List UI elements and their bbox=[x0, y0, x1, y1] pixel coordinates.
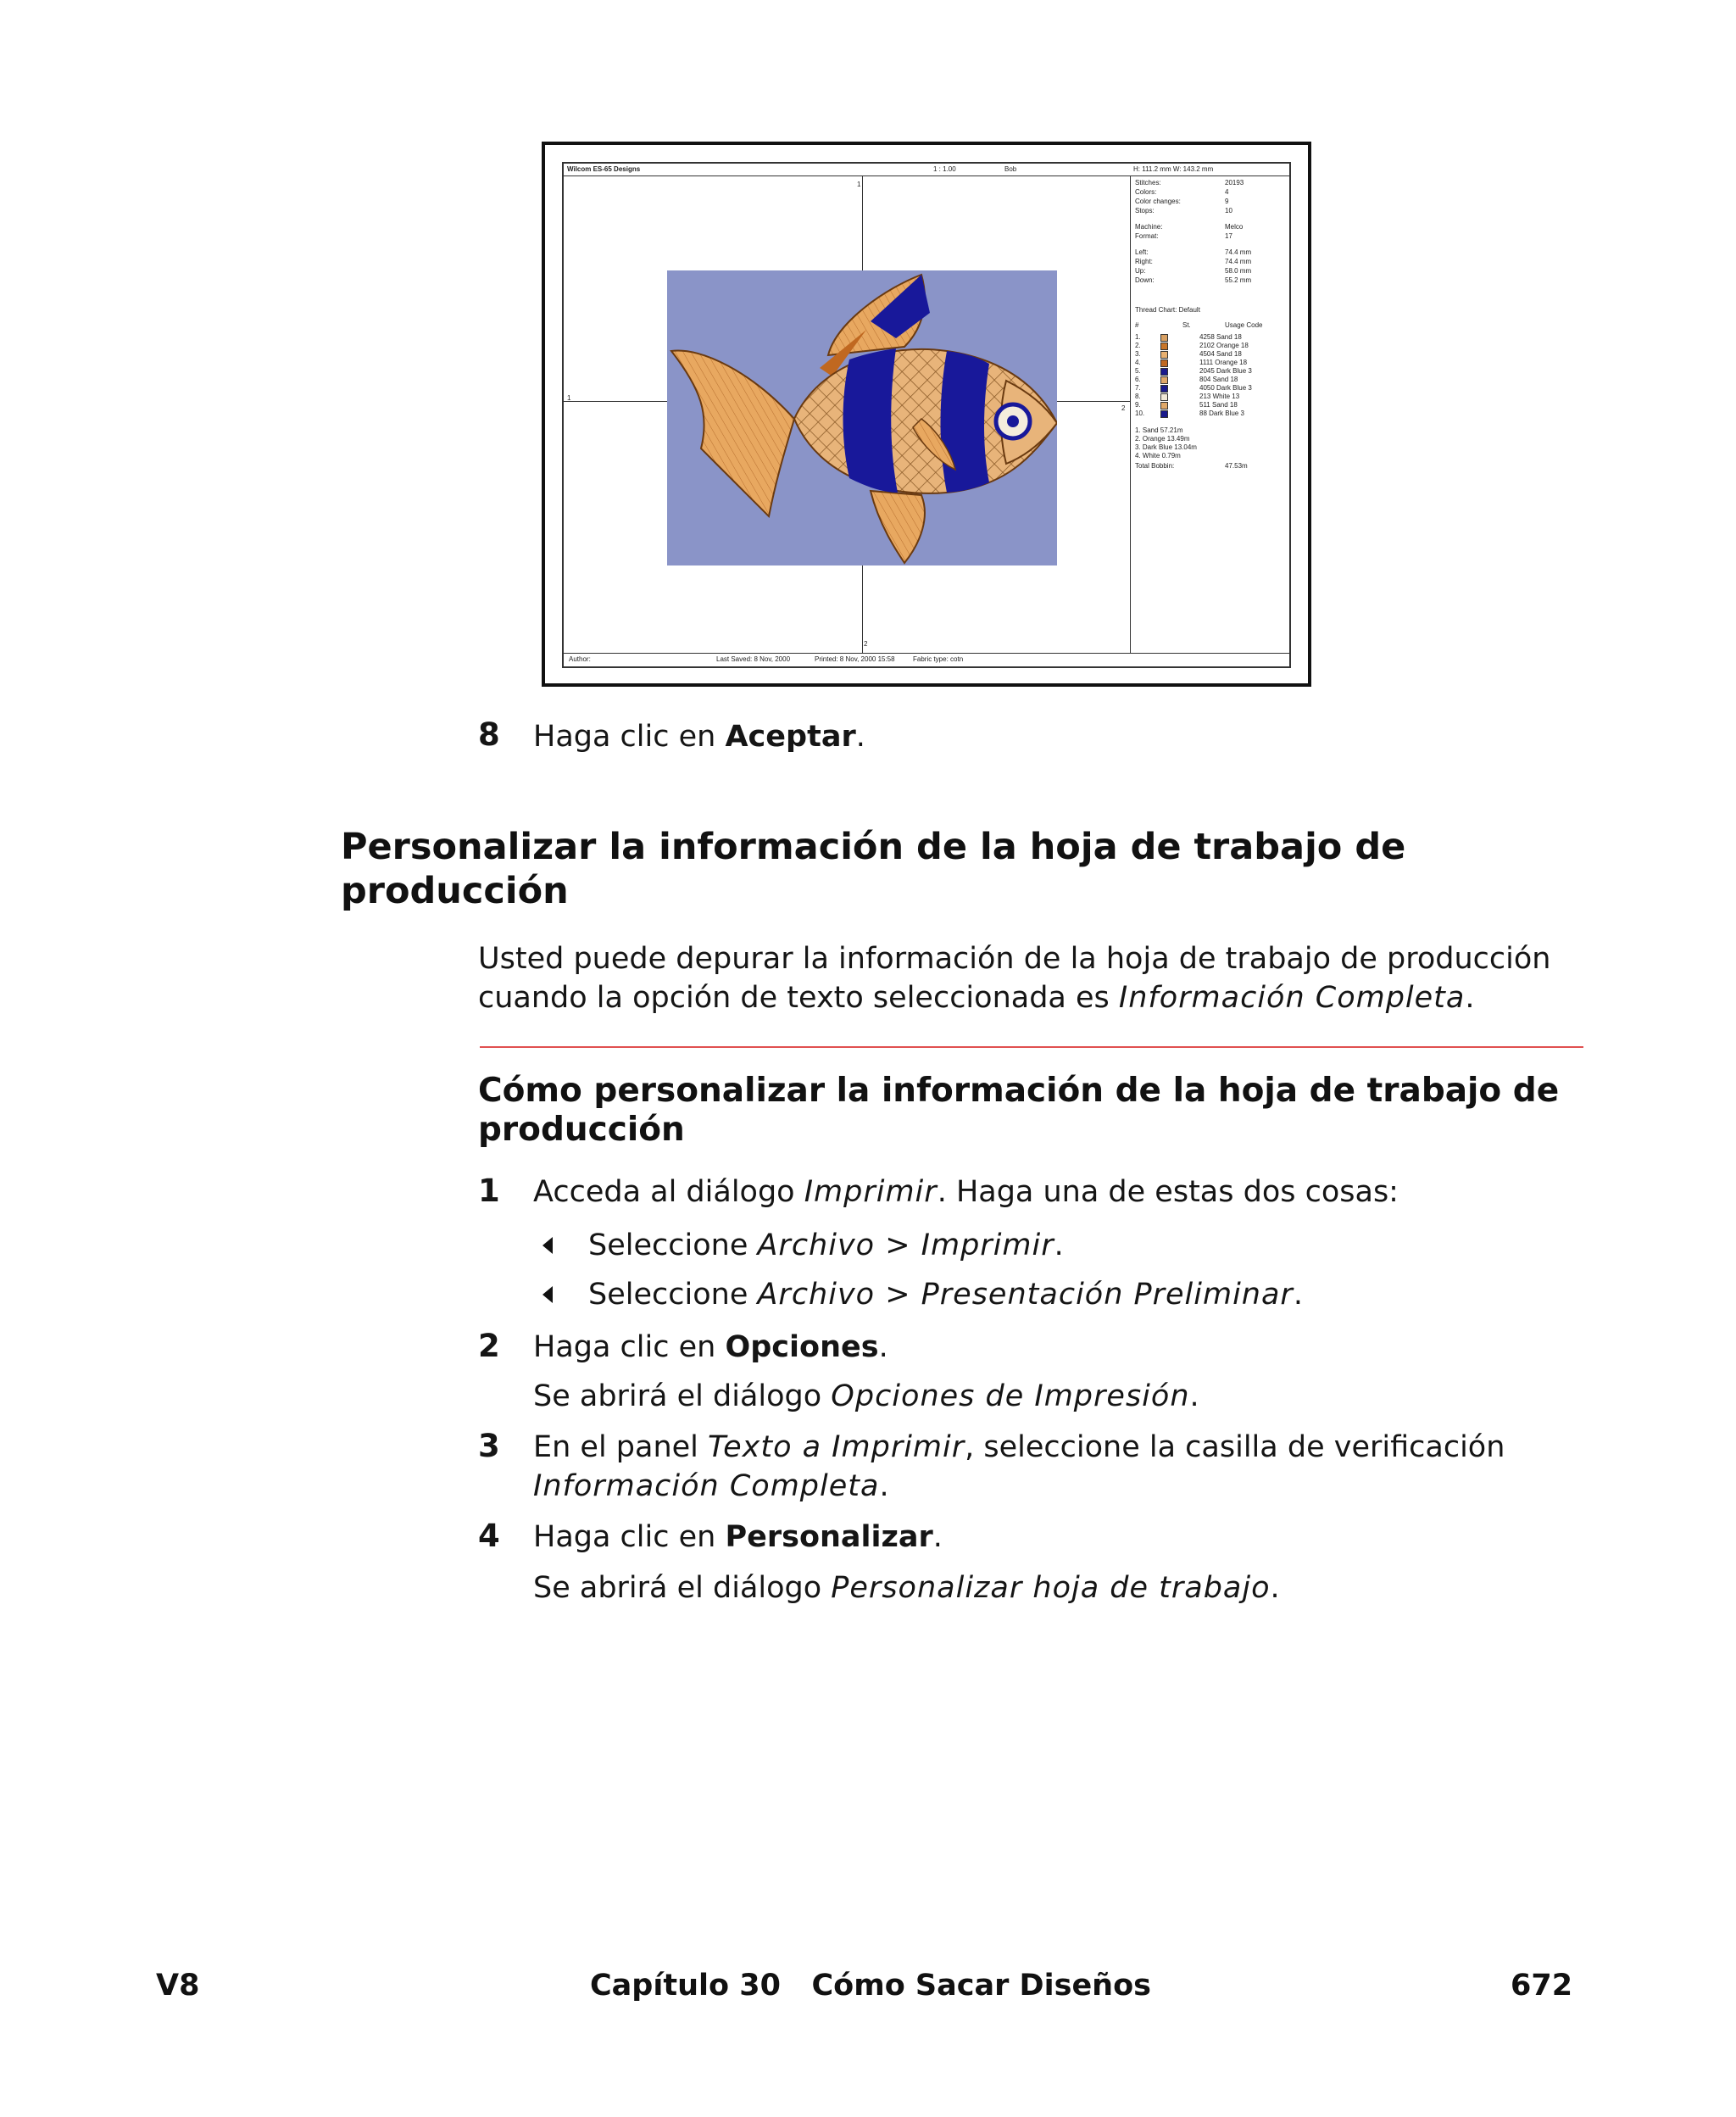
stat-label: Up: bbox=[1135, 267, 1146, 275]
footer-chapter: Capítulo 30 Cómo Sacar Diseños bbox=[590, 1969, 1151, 2003]
section-title-line2: producción bbox=[341, 870, 569, 912]
procedure-title-line2: producción bbox=[478, 1111, 685, 1149]
body-band-1 bbox=[843, 348, 899, 493]
punct: . bbox=[879, 1469, 889, 1503]
thread-color-swatch bbox=[1160, 359, 1168, 367]
bullet-arrow-icon bbox=[542, 1237, 553, 1254]
stat-label: Machine: bbox=[1135, 223, 1163, 231]
thread-color-swatch bbox=[1160, 410, 1168, 418]
bullet-2-text bbox=[588, 1275, 1303, 1314]
thread-code: 1111 Orange 18 bbox=[1199, 359, 1248, 366]
thread-color-swatch bbox=[1160, 376, 1168, 384]
worksheet-saved: Last Saved: 8 Nov, 2000 bbox=[716, 655, 791, 663]
procedure-title-line1: Cómo personalizar la información de la hoja de trabajo de bbox=[478, 1072, 1560, 1110]
intro-text: cuando la opción de texto seleccionada es bbox=[478, 981, 1119, 1015]
punct: . bbox=[1465, 981, 1475, 1015]
production-worksheet-figure bbox=[542, 142, 1311, 687]
result-text: Se abrirá el diálogo bbox=[533, 1571, 832, 1605]
punct: . bbox=[855, 720, 865, 754]
stat-value: 9 bbox=[1225, 198, 1229, 205]
worksheet-size: H: 111.2 mm W: 143.2 mm bbox=[1133, 165, 1214, 173]
fish-embroidery-design bbox=[667, 270, 1057, 565]
step-text: En el panel bbox=[533, 1430, 709, 1464]
step-3-number: 3 bbox=[478, 1428, 500, 1464]
step-text-rest: , seleccione la casilla de verificación bbox=[965, 1430, 1505, 1464]
step-2-result bbox=[533, 1377, 1199, 1416]
thread-code: 88 Dark Blue 3 bbox=[1199, 409, 1244, 417]
total-bobbin-label: Total Bobbin: bbox=[1135, 462, 1175, 470]
stat-label: Down: bbox=[1135, 276, 1155, 284]
axis-label-left: 1 bbox=[567, 394, 571, 402]
step-1-text bbox=[533, 1173, 1399, 1212]
stat-label: Stops: bbox=[1135, 207, 1155, 214]
thread-code: 2045 Dark Blue 3 bbox=[1199, 367, 1252, 375]
dialog-name: Personalizar hoja de trabajo bbox=[831, 1571, 1271, 1605]
thread-color-swatch bbox=[1160, 393, 1168, 401]
thread-number: 9. bbox=[1135, 401, 1141, 409]
punct: . bbox=[1293, 1278, 1303, 1312]
stat-value: 74.4 mm bbox=[1225, 258, 1252, 265]
checkbox-name: Información Completa bbox=[533, 1469, 880, 1503]
axis-label-right: 2 bbox=[1121, 404, 1126, 412]
worksheet-author: Author: bbox=[569, 655, 591, 663]
bullet-arrow-icon bbox=[542, 1286, 553, 1303]
thread-col-st: St. bbox=[1182, 321, 1191, 329]
menu-sep: > bbox=[875, 1278, 921, 1312]
section-title-line1: Personalizar la información de la hoja de trabajo de bbox=[341, 826, 1406, 868]
worksheet-scale: 1 : 1.00 bbox=[933, 165, 956, 173]
stat-value: 4 bbox=[1225, 188, 1229, 196]
step-2-number: 2 bbox=[478, 1328, 500, 1364]
thread-code: 4050 Dark Blue 3 bbox=[1199, 384, 1252, 392]
thread-usage-row: 1. Sand 57.21m bbox=[1135, 426, 1183, 434]
step-text: Haga clic en bbox=[533, 1520, 726, 1554]
stat-label: Format: bbox=[1135, 232, 1159, 240]
menu-archivo: Archivo bbox=[757, 1228, 876, 1262]
step-text: Haga clic en bbox=[533, 720, 726, 754]
footer-version: V8 bbox=[156, 1969, 200, 2003]
thread-col-num: # bbox=[1135, 321, 1139, 329]
worksheet-fabric: Fabric type: cotn bbox=[913, 655, 964, 663]
thread-number: 7. bbox=[1135, 384, 1141, 392]
worksheet-bob: Bob bbox=[1004, 165, 1017, 173]
eye-pupil bbox=[1007, 415, 1019, 427]
stat-value: 17 bbox=[1225, 232, 1232, 240]
footer-divider bbox=[564, 653, 1289, 654]
stat-value: 55.2 mm bbox=[1225, 276, 1252, 284]
thread-number: 4. bbox=[1135, 359, 1141, 366]
stat-value: 20193 bbox=[1225, 179, 1244, 187]
stat-label: Colors: bbox=[1135, 188, 1157, 196]
step-3-text bbox=[533, 1428, 1505, 1467]
step-text-rest: . Haga una de estas dos cosas: bbox=[937, 1175, 1399, 1209]
thread-color-swatch bbox=[1160, 385, 1168, 393]
punct: . bbox=[1270, 1571, 1280, 1605]
axis-label-bottom: 2 bbox=[864, 640, 868, 648]
step-text: Acceda al diálogo bbox=[533, 1175, 804, 1209]
stat-label: Left: bbox=[1135, 248, 1149, 256]
thread-number: 1. bbox=[1135, 333, 1141, 341]
thread-col-usage: Usage Code bbox=[1225, 321, 1263, 329]
thread-code: 213 White 13 bbox=[1199, 393, 1240, 400]
thread-number: 5. bbox=[1135, 367, 1141, 375]
thread-color-swatch bbox=[1160, 351, 1168, 359]
intro-line1: Usted puede depurar la información de la hoja de trabajo de producción bbox=[478, 942, 1551, 976]
bullet-text: Seleccione bbox=[588, 1278, 758, 1312]
stat-label: Right: bbox=[1135, 258, 1153, 265]
punct: . bbox=[1189, 1379, 1199, 1413]
punct: . bbox=[878, 1330, 888, 1364]
stat-value: 58.0 mm bbox=[1225, 267, 1252, 275]
thread-color-swatch bbox=[1160, 368, 1168, 376]
thread-code: 2102 Orange 18 bbox=[1199, 342, 1249, 349]
thread-number: 6. bbox=[1135, 376, 1141, 383]
worksheet-printed: Printed: 8 Nov, 2000 15:58 bbox=[815, 655, 895, 663]
step-2-text bbox=[533, 1328, 888, 1367]
step-4-result bbox=[533, 1568, 1280, 1607]
step-3-line2 bbox=[533, 1467, 889, 1506]
step-8-text bbox=[533, 717, 865, 756]
dialog-name: Opciones de Impresión bbox=[831, 1379, 1190, 1413]
stat-value: Melco bbox=[1225, 223, 1244, 231]
thread-color-swatch bbox=[1160, 343, 1168, 350]
section-divider bbox=[480, 1046, 1583, 1048]
thread-number: 3. bbox=[1135, 350, 1141, 358]
stat-label: Stitches: bbox=[1135, 179, 1161, 187]
accept-button-ref: Aceptar bbox=[725, 720, 856, 754]
step-1-number: 1 bbox=[478, 1173, 500, 1209]
thread-code: 4258 Sand 18 bbox=[1199, 333, 1242, 341]
worksheet-title: Wilcom ES-65 Designs bbox=[567, 165, 641, 173]
thread-number: 10. bbox=[1135, 409, 1145, 417]
options-button-ref: Opciones bbox=[725, 1330, 879, 1364]
dialog-name: Imprimir bbox=[804, 1175, 938, 1209]
thread-code: 511 Sand 18 bbox=[1199, 401, 1238, 409]
worksheet-frame bbox=[562, 162, 1291, 668]
menu-presentacion: Presentación Preliminar bbox=[921, 1278, 1294, 1312]
intro-italic: Información Completa bbox=[1118, 981, 1466, 1015]
info-panel-divider bbox=[1130, 175, 1131, 653]
result-text: Se abrirá el diálogo bbox=[533, 1379, 832, 1413]
bullet-text: Seleccione bbox=[588, 1228, 758, 1262]
stat-value: 10 bbox=[1225, 207, 1232, 214]
step-4-number: 4 bbox=[478, 1518, 500, 1554]
step-4-text bbox=[533, 1518, 943, 1557]
menu-archivo: Archivo bbox=[757, 1278, 876, 1312]
step-text: Haga clic en bbox=[533, 1330, 726, 1364]
axis-label-top: 1 bbox=[857, 181, 861, 188]
step-8 bbox=[478, 716, 500, 755]
punct: . bbox=[1054, 1228, 1064, 1262]
header-divider bbox=[564, 175, 1289, 176]
step-number: 8 bbox=[478, 716, 500, 753]
body-band-2 bbox=[941, 351, 990, 493]
thread-color-swatch bbox=[1160, 334, 1168, 342]
punct: . bbox=[932, 1520, 943, 1554]
bullet-1-text bbox=[588, 1226, 1064, 1265]
thread-usage-row: 4. White 0.79m bbox=[1135, 452, 1181, 460]
stat-value: 74.4 mm bbox=[1225, 248, 1252, 256]
intro-line2 bbox=[478, 978, 1474, 1017]
menu-sep: > bbox=[875, 1228, 921, 1262]
stat-label: Color changes: bbox=[1135, 198, 1181, 205]
thread-usage-row: 2. Orange 13.49m bbox=[1135, 435, 1190, 443]
thread-number: 8. bbox=[1135, 393, 1141, 400]
thread-chart-label: Thread Chart: Default bbox=[1135, 306, 1200, 314]
panel-name: Texto a Imprimir bbox=[708, 1430, 965, 1464]
thread-code: 804 Sand 18 bbox=[1199, 376, 1238, 383]
total-bobbin-value: 47.53m bbox=[1225, 462, 1248, 470]
footer-page-number: 672 bbox=[1511, 1969, 1573, 2003]
thread-code: 4504 Sand 18 bbox=[1199, 350, 1242, 358]
thread-color-swatch bbox=[1160, 402, 1168, 409]
menu-imprimir: Imprimir bbox=[921, 1228, 1054, 1262]
customize-button-ref: Personalizar bbox=[725, 1520, 933, 1554]
thread-number: 2. bbox=[1135, 342, 1141, 349]
thread-usage-row: 3. Dark Blue 13.04m bbox=[1135, 443, 1197, 451]
